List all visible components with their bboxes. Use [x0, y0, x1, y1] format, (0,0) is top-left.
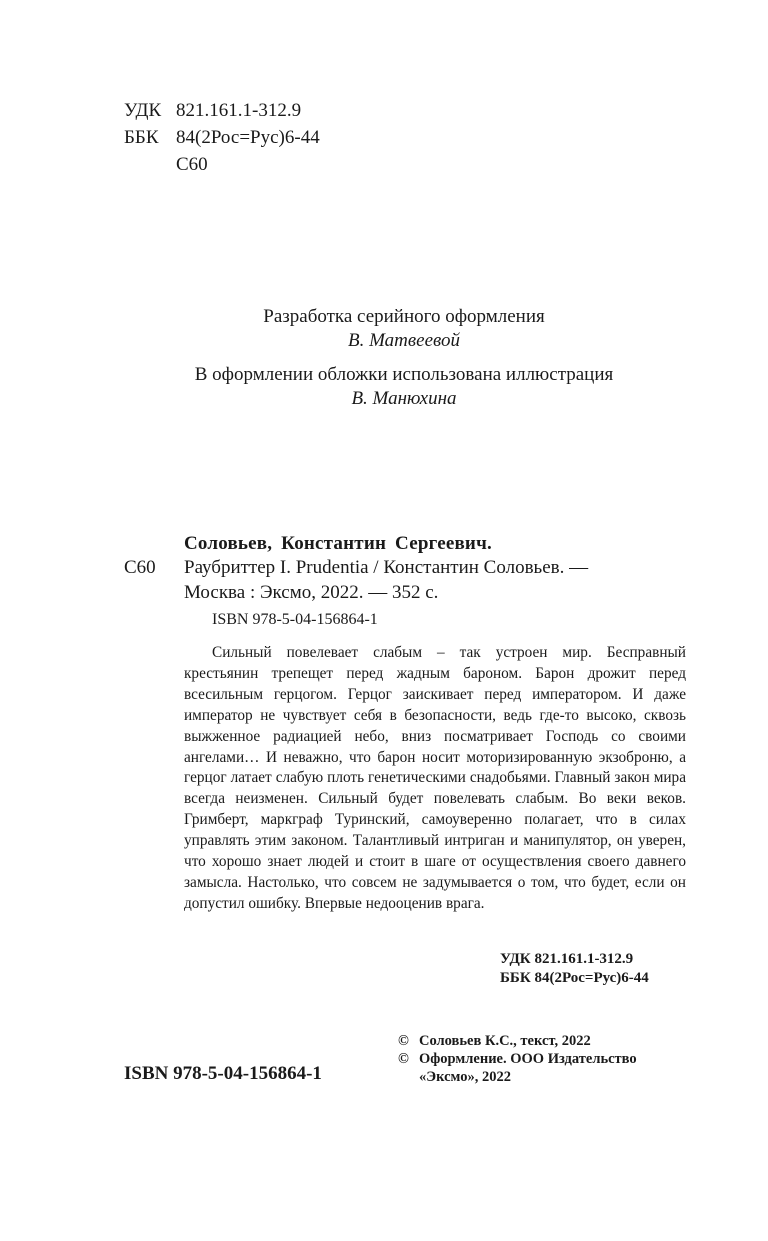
copyright-design-line1: Оформление. ООО Издательство	[419, 1051, 637, 1067]
copyright-design	[419, 1050, 637, 1086]
bbk-value: 84(2Рос=Рус)6-44	[176, 127, 320, 148]
bibliographic-description	[184, 555, 660, 605]
udk-row	[124, 97, 320, 124]
copyright-icon: ©	[398, 1051, 409, 1067]
copyright-icon: ©	[398, 1033, 409, 1049]
bbk-row	[124, 124, 320, 151]
copyright-text-line	[398, 1032, 637, 1050]
copyright-design-line	[398, 1050, 637, 1086]
bbk-label: ББК	[124, 127, 159, 148]
cover-illustration-credit	[0, 363, 768, 411]
udk-value: 821.161.1-312.9	[176, 100, 302, 121]
copyright-block	[398, 1032, 637, 1086]
copyright-text: Соловьев К.С., текст, 2022	[419, 1033, 591, 1049]
footer-udk: УДК 821.161.1-312.9	[500, 951, 634, 967]
bibliographic-sign: С60	[124, 557, 156, 578]
bibliographic-title-line: Раубриттер I. Prudentia / Константин Соловьев. —	[184, 557, 589, 578]
series-designer-name: В. Матвеевой	[348, 330, 460, 351]
bibliographic-publisher-line: Москва : Эксмо, 2022. — 352 с.	[184, 582, 439, 603]
annotation-text: Сильный повелевает слабым – так устроен мир. Бесправный крестьянин трепещет перед жадным бароном. Барон дрожит перед всесильным герцогом. Герцог заискивает перед императором. И даже император не чувствует себя в безопасности, ведь где-то высоко, сквозь выжженное радиацией небо, вниз посматривает Господь со своими ангелами… И неважно, что барон носит моторизированную экзоброню, а герцог латает слабую плоть генетическими снадобьями. Главный закон мира всегда неизменен. Сильный будет повелевать слабым. Во веки веков. Гримберт, маркграф Туринский, самоуверенно полагает, что в силах управлять этим законом. Талантливый интриган и манипулятор, он уверен, что хорошо знает людей и стоит в шаге от осуществления своего давнего замысла. Настолько, что совсем не задумывается о том, что будет, если он допустил ошибку. Впервые недооценив врага.	[184, 644, 686, 912]
bibliographic-author: Соловьев, Константин Сергеевич.	[184, 533, 492, 554]
bibliographic-isbn: ISBN 978-5-04-156864-1	[212, 611, 378, 628]
isbn-large: ISBN 978-5-04-156864-1	[124, 1063, 322, 1084]
classification-codes	[124, 97, 320, 178]
footer-codes	[500, 950, 649, 988]
illustrator-name: В. Манюхина	[351, 388, 457, 409]
series-design-label: Разработка серийного оформления	[263, 306, 545, 327]
cover-illustration-label: В оформлении обложки использована иллюстрация	[194, 364, 614, 385]
author-sign: С60	[176, 154, 208, 175]
udk-label: УДК	[124, 100, 162, 121]
copyright-design-line2: «Эксмо», 2022	[419, 1069, 511, 1085]
author-sign-row	[124, 151, 320, 178]
footer-bbk: ББК 84(2Рос=Рус)6-44	[500, 970, 649, 986]
series-design-credit	[0, 305, 768, 353]
